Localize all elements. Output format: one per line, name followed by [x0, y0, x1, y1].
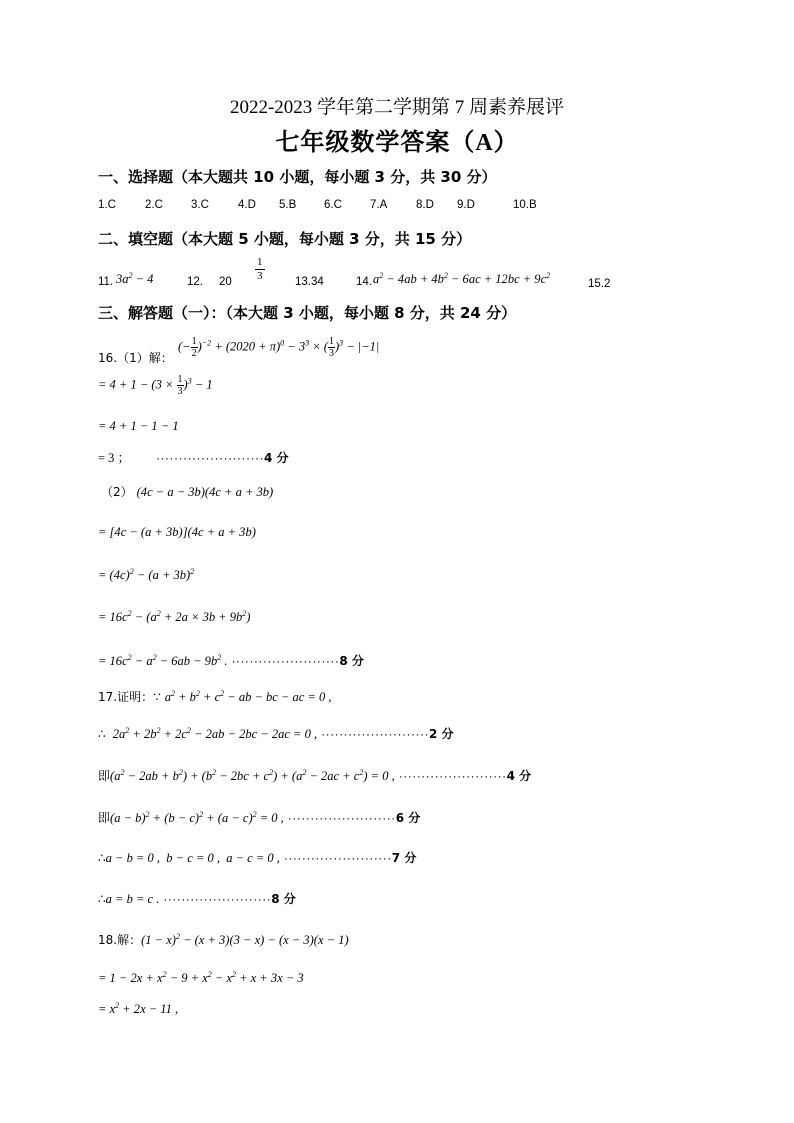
fill-fraction: [255, 256, 265, 283]
dots-leader: ························: [287, 811, 396, 825]
fill-q11-answer: $3a^2 - 4$: [116, 271, 154, 286]
answer-1: 1.C: [98, 199, 116, 211]
answer-6: 6.C: [324, 199, 342, 211]
choice-answers: [98, 199, 537, 211]
ji-label: 即: [98, 769, 111, 783]
answer-8: 8.D: [416, 199, 434, 211]
q16-step-3: = 4 + 1 − 1 − 1: [98, 419, 179, 433]
q16-part2-line: [101, 483, 273, 501]
q17-conclusion: a = b = c .: [105, 892, 160, 906]
fill-q13: 13.34: [295, 276, 324, 288]
answer-3: 3.C: [191, 199, 209, 211]
therefore-symbol: ∴: [98, 727, 106, 741]
q17-line-5: [98, 849, 416, 867]
score-2: 2 分: [428, 727, 454, 741]
q17-step-3: $(a - b)^2 + (b - c)^2 + (a - c)^2 = 0$ ,: [110, 810, 284, 825]
q17-step-2: $(a^2 - 2ab + b^2) + (b^2 - 2bc + c^2) + (a^2 - 2ac + c^2) = 0$ ,: [110, 768, 395, 783]
score-4: 4 分: [506, 769, 532, 783]
q18-line-1: [98, 931, 349, 949]
q17-line-4: [98, 809, 420, 827]
fill-q12-label: 12.: [187, 276, 203, 288]
q17-step-1: $2a^2 + 2b^2 + 2c^2 - 2ab - 2bc - 2ac = 0$ ,: [109, 726, 318, 741]
q17-step-4: a − b = 0 , b − c = 0 , a − c = 0 ,: [105, 851, 280, 865]
answer-4: 4.D: [238, 199, 256, 211]
q18-label: 18.解：: [98, 933, 142, 947]
document-subtitle: 七年级数学答案（A）: [275, 130, 519, 156]
q16-part2-label: （2）: [101, 485, 133, 499]
therefore-symbol: ∴: [98, 892, 106, 906]
q17-label: 17.证明：∵: [98, 690, 161, 704]
dots-leader: ························: [163, 892, 272, 906]
therefore-symbol: ∴: [98, 851, 106, 865]
fraction-denominator: 3: [257, 270, 263, 282]
fill-q14-answer: $a^2 - 4ab + 4b^2 - 6ac + 12bc + 9c^2$: [373, 271, 551, 286]
q16-step-2: = 4 + 1 − (3 × $\frac{1}{3}$ )$^3$ − 1: [98, 374, 213, 397]
q16-part2-step-2: = $(4c)^2 - (a + 3b)^2$: [98, 567, 195, 582]
dots-leader: ························: [231, 654, 340, 668]
section-1-title: 一、选择题（本大题共 10 小题，每小题 3 分，共 30 分）: [98, 168, 497, 186]
score-8: 8 分: [271, 892, 296, 906]
answer-7: 7.A: [370, 199, 388, 211]
score-4: 4 分: [263, 451, 289, 465]
q16-step-4: = 3 ；: [98, 451, 131, 465]
score-7: 7 分: [391, 851, 417, 865]
q16-part2-step-3: = $16c^2 - (a^2 + 2a \times 3b + 9b^2)$: [98, 609, 251, 624]
fraction-numerator: 1: [257, 256, 263, 268]
q16-part2-step-4: = $16c^2 - a^2 - 6ab - 9b^2$ .: [98, 653, 228, 668]
dots-leader: ························: [321, 727, 429, 741]
section-3-title: 三、解答题（一）：（本大题 3 小题，每小题 8 分，共 24 分）: [98, 304, 517, 322]
q16-step-4-line: [98, 448, 289, 467]
q17-line-1: [98, 688, 332, 706]
score-8: 8 分: [339, 654, 364, 668]
answer-2: 2.C: [145, 199, 163, 211]
dots-leader: ························: [398, 769, 507, 783]
fill-q11-label: 11.: [98, 276, 114, 288]
q18-step-1: = $1 - 2x + x^2 - 9 + x^2 - x^2 + x + 3x - 3$: [98, 970, 304, 985]
fill-q15: 15.2: [588, 278, 611, 290]
q17-line-6: [98, 890, 296, 908]
q16-expression: (− $\frac{1}{2}$ )$^{-2} + (2020 + \pi)^0 - 3^3$ × ( $\frac{1}{3}$ )$^3$ − |−1|: [178, 336, 380, 359]
score-6: 6 分: [395, 811, 421, 825]
answer-9: 9.D: [457, 199, 475, 211]
dots-leader: ························: [156, 451, 264, 465]
dots-leader: ························: [283, 851, 392, 865]
answer-5: 5.B: [279, 199, 297, 211]
q17-line-2: [98, 725, 454, 743]
fill-q14-label: 14.: [356, 276, 372, 288]
q16-part2-step-1: = [4c − (a + 3b)](4c + a + 3b): [98, 525, 256, 539]
q17-given: $a^2 + b^2 + c^2$ − ab − bc − ac = 0 ,: [164, 689, 332, 704]
q16-part2-expression: (4c − a − 3b)(4c + a + 3b): [136, 485, 274, 499]
q18-step-2: = $x^2 + 2x - 11$ ,: [98, 1001, 179, 1016]
fill-q12-answer: 20: [219, 276, 232, 288]
document-title: 2022-2023 学年第二学期第 7 周素养展评: [229, 97, 565, 118]
q18-expression: $(1 - x)^2 - (x + 3)(3 - x) - (x - 3)(x - 1)$: [141, 932, 349, 947]
section-2-title: 二、填空题（本大题 5 小题，每小题 3 分，共 15 分）: [98, 230, 472, 248]
answer-10: 10.B: [513, 199, 537, 211]
q17-line-3: [98, 767, 531, 785]
q16-part2-step-4-line: [98, 652, 364, 670]
q16-part1-label: 16.（1）解：: [98, 351, 173, 365]
ji-label: 即: [98, 811, 111, 825]
